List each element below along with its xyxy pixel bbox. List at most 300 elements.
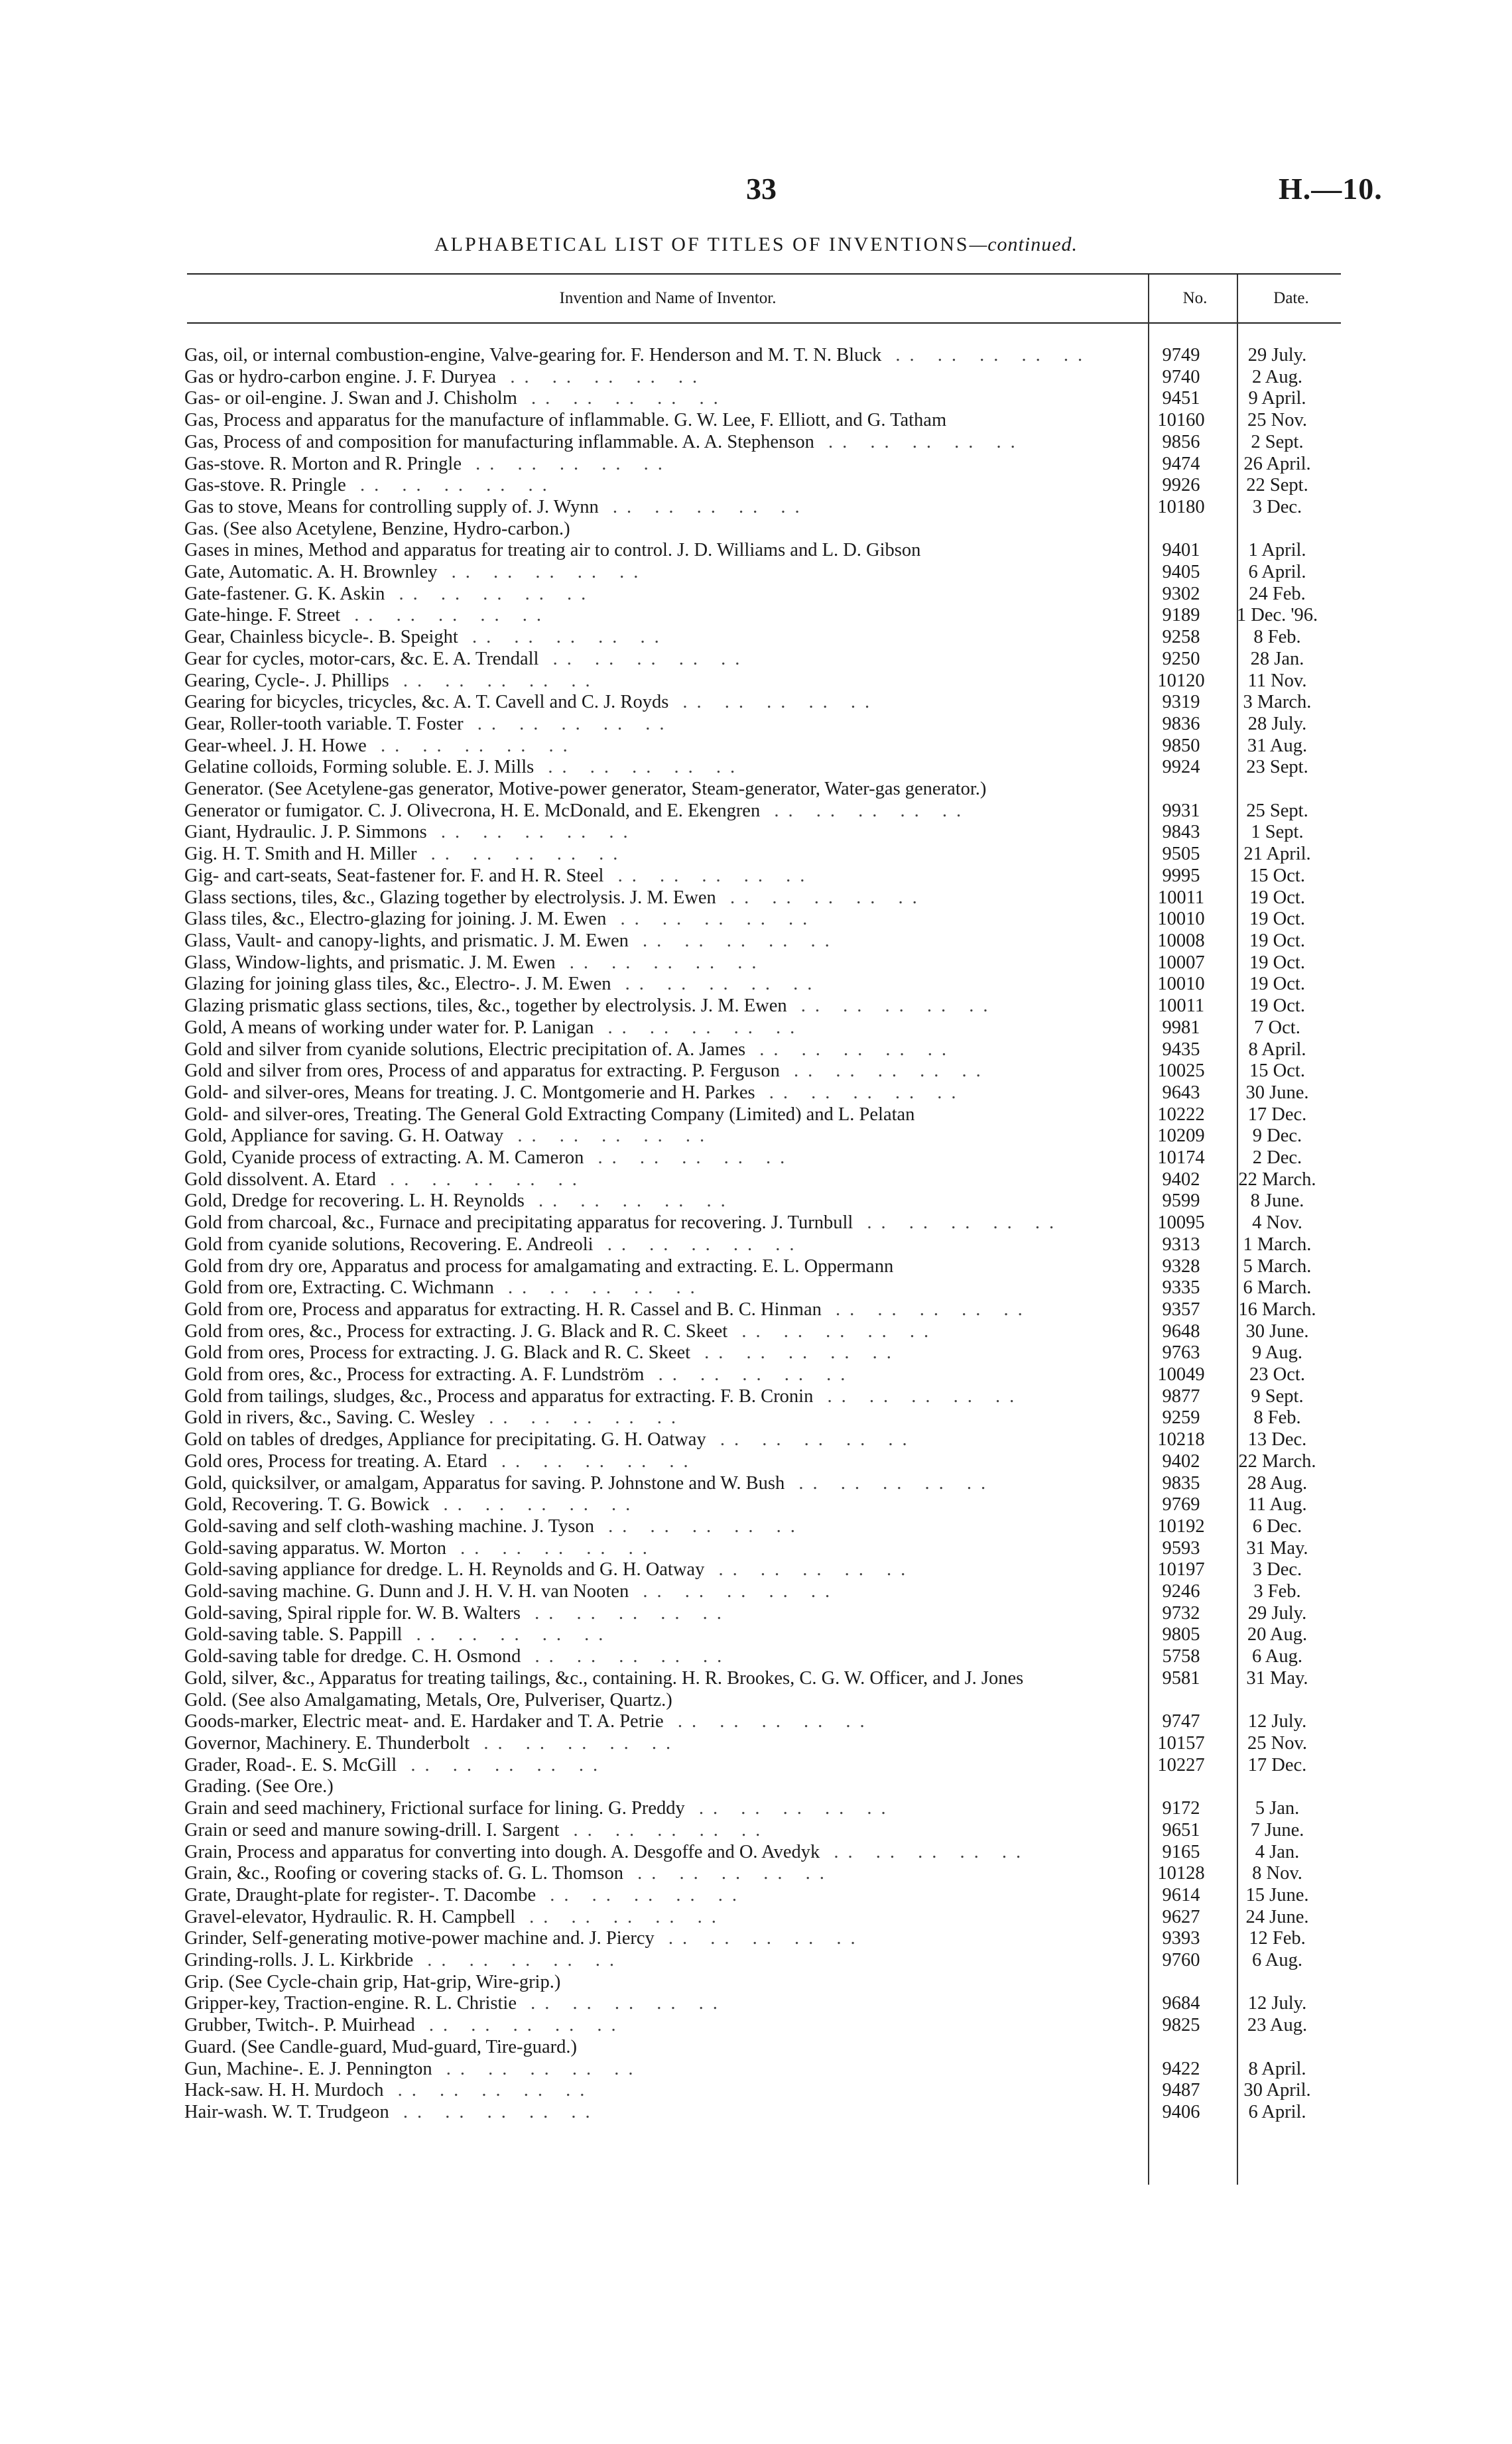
leader-dots: .. .. .. .. .. xyxy=(853,1212,1064,1234)
patent-date: 22 Sept. xyxy=(1246,475,1308,496)
invention-text: Gear-wheel. J. H. Howe xyxy=(184,735,367,756)
patent-date: 6 Dec. xyxy=(1252,1515,1302,1537)
leader-dots: .. .. .. .. .. xyxy=(503,1126,714,1147)
invention-text: Gold-saving appliance for dredge. L. H. Reynolds and G. H. Oatway xyxy=(184,1559,705,1580)
table-row xyxy=(184,410,1345,432)
patent-number: 9319 xyxy=(1162,692,1200,713)
table-row xyxy=(184,2080,1345,2102)
patent-date: 9 Dec. xyxy=(1252,1126,1302,1147)
patent-number: 9593 xyxy=(1162,1537,1200,1559)
patent-number: 10222 xyxy=(1157,1104,1205,1125)
invention-text: Gas, oil, or internal combustion-engine, Valve-gearing for. F. Henderson and M. T. N. Bluck xyxy=(184,345,882,365)
table-row xyxy=(184,1972,1345,1994)
patent-number xyxy=(1138,2037,1224,2059)
leader-dots: .. .. .. .. .. xyxy=(706,1429,916,1450)
patent-date: 19 Oct. xyxy=(1249,909,1305,930)
table-row xyxy=(184,1494,1345,1516)
invention-title xyxy=(184,2080,1138,2102)
table-row xyxy=(184,605,1345,627)
invention-text: Gear, Roller-tooth variable. T. Foster xyxy=(184,713,464,734)
patent-number: 9856 xyxy=(1162,431,1200,452)
invention-title xyxy=(184,1364,1138,1386)
invention-title xyxy=(184,1820,1138,1842)
patent-date: 2 Sept. xyxy=(1251,431,1304,452)
invention-title xyxy=(184,584,1138,606)
invention-text: Gold from ores, &c., Process for extracting. J. G. Black and R. C. Skeet xyxy=(184,1320,728,1342)
invention-text: Grinding-rolls. J. L. Kirkbride xyxy=(184,1950,414,1971)
patent-number: 9581 xyxy=(1162,1667,1200,1689)
leader-dots: .. .. .. .. .. xyxy=(760,800,971,821)
invention-title xyxy=(184,757,1138,779)
table-row xyxy=(184,1429,1345,1451)
table-row xyxy=(184,1321,1345,1343)
table-row xyxy=(184,1212,1345,1234)
patent-date: 6 Aug. xyxy=(1251,1950,1302,1971)
invention-title xyxy=(184,671,1138,692)
invention-title xyxy=(184,952,1138,974)
patent-number: 10197 xyxy=(1157,1559,1205,1580)
invention-text: Gear, Chainless bicycle-. B. Speight xyxy=(184,627,458,648)
invention-text: Gate-hinge. F. Street xyxy=(184,605,341,626)
patent-number: 10180 xyxy=(1157,496,1205,517)
invention-text: Grain, Process and apparatus for converting into dough. A. Desgoffe and O. Avedyk xyxy=(184,1841,820,1862)
patent-number: 9405 xyxy=(1162,562,1200,583)
patent-number: 9165 xyxy=(1162,1841,1200,1862)
invention-title xyxy=(184,1386,1138,1408)
leader-dots: .. .. .. .. .. xyxy=(375,1169,586,1190)
invention-text: Gold from ores, Process for extracting. J. G. Black and R. C. Skeet xyxy=(184,1342,691,1364)
invention-text: Gig- and cart-seats, Seat-fastener for. F. and H. R. Steel xyxy=(184,865,604,886)
table-row xyxy=(184,1624,1345,1646)
leader-dots: .. .. .. .. .. xyxy=(496,366,707,387)
patent-number: 9487 xyxy=(1162,2080,1200,2101)
invention-title xyxy=(184,649,1138,671)
patent-date: 26 April. xyxy=(1243,453,1311,474)
invention-text: Hack-saw. H. H. Murdoch xyxy=(184,2080,384,2101)
patent-date: 11 Aug. xyxy=(1247,1494,1307,1515)
invention-title xyxy=(184,1603,1138,1625)
patent-date: 6 April. xyxy=(1248,562,1306,583)
invention-text: Gold-saving, Spiral ripple for. W. B. Walters xyxy=(184,1602,521,1624)
patent-date: 4 Nov. xyxy=(1252,1212,1302,1234)
patent-number: 9749 xyxy=(1162,345,1200,365)
patent-number: 9246 xyxy=(1162,1581,1200,1602)
invention-title xyxy=(184,1256,1138,1278)
patent-date xyxy=(1224,779,1324,801)
patent-date: 24 June. xyxy=(1245,1906,1309,1927)
table-row xyxy=(184,562,1345,584)
leader-dots: .. .. .. .. .. xyxy=(821,1299,1032,1320)
leader-dots: .. .. .. .. .. xyxy=(716,887,926,908)
table-row xyxy=(184,388,1345,410)
invention-title xyxy=(184,1863,1138,1885)
patent-number: 9258 xyxy=(1162,627,1200,648)
patent-number: 9836 xyxy=(1162,713,1200,734)
leader-dots: .. .. .. .. .. xyxy=(787,996,997,1017)
invention-text: Gold and silver from cyanide solutions, Electric precipitation of. A. James xyxy=(184,1039,746,1060)
patent-number: 10010 xyxy=(1157,909,1205,930)
leader-dots: .. .. .. .. .. xyxy=(536,1884,747,1905)
patent-number: 9850 xyxy=(1162,735,1200,756)
patent-number: 9732 xyxy=(1162,1602,1200,1624)
patent-date: 4 Jan. xyxy=(1255,1841,1300,1862)
leader-dots: .. .. .. .. .. xyxy=(383,2080,594,2101)
table-row xyxy=(184,1061,1345,1082)
invention-text: Gold- and silver-ores, Treating. The General Gold Extracting Company (Limited) and L. Pelatan xyxy=(184,1104,915,1125)
patent-number: 10160 xyxy=(1157,410,1205,431)
patent-date: 1 Dec. '96. xyxy=(1236,605,1318,626)
invention-title xyxy=(184,1039,1138,1061)
invention-title xyxy=(184,1473,1138,1495)
invention-title xyxy=(184,996,1138,1017)
invention-list xyxy=(184,345,1345,2124)
patent-number xyxy=(1138,1972,1224,1994)
invention-title xyxy=(184,1082,1138,1104)
patent-date: 28 Aug. xyxy=(1247,1472,1308,1494)
patent-number: 9406 xyxy=(1162,2101,1200,2122)
table-row xyxy=(184,2037,1345,2059)
patent-date: 3 Dec. xyxy=(1252,496,1302,517)
patent-date: 13 Dec. xyxy=(1247,1429,1307,1450)
invention-title xyxy=(184,692,1138,714)
leader-dots: .. .. .. .. .. xyxy=(881,345,1092,365)
table-row xyxy=(184,367,1345,389)
invention-text: Governor, Machinery. E. Thunderbolt xyxy=(184,1733,470,1754)
table-row xyxy=(184,1256,1345,1278)
invention-title xyxy=(184,1342,1138,1364)
table-row xyxy=(184,1950,1345,1972)
patent-date: 17 Dec. xyxy=(1247,1754,1307,1775)
invention-text: Gearing for bicycles, tricycles, &c. A. T. Cavell and C. J. Royds xyxy=(184,692,669,713)
invention-text: Glazing for joining glass tiles, &c., Electro-. J. M. Ewen xyxy=(184,974,611,995)
leader-dots: .. .. .. .. .. xyxy=(416,844,627,865)
invention-text: Gas, Process of and composition for manufacturing inflammable. A. A. Stephenson xyxy=(184,431,814,452)
leader-dots: .. .. .. .. .. xyxy=(663,1711,874,1732)
invention-title xyxy=(184,1451,1138,1473)
patent-number: 9926 xyxy=(1162,475,1200,496)
leader-dots: .. .. .. .. .. xyxy=(429,1494,640,1515)
invention-text: Gun, Machine-. E. J. Pennington xyxy=(184,2058,432,2079)
patent-date: 23 Aug. xyxy=(1247,2015,1308,2036)
invention-text: Gold from ore, Extracting. C. Wichmann xyxy=(184,1277,494,1299)
leader-dots: .. .. .. .. .. xyxy=(366,735,577,756)
patent-number: 9769 xyxy=(1162,1494,1200,1515)
patent-date: 8 June. xyxy=(1250,1190,1304,1212)
leader-dots: .. .. .. .. .. xyxy=(414,2015,625,2036)
invention-text: Glass, Vault- and canopy-lights, and prismatic. J. M. Ewen xyxy=(184,930,629,951)
patent-number: 9422 xyxy=(1162,2058,1200,2079)
leader-dots: .. .. .. .. .. xyxy=(463,713,674,734)
table-row xyxy=(184,1082,1345,1104)
leader-dots: .. .. .. .. .. xyxy=(593,1234,804,1255)
table-row xyxy=(184,627,1345,649)
invention-title xyxy=(184,1277,1138,1299)
leader-dots: .. .. .. .. .. xyxy=(814,431,1025,452)
patent-number: 9335 xyxy=(1162,1277,1200,1299)
patent-date: 3 March. xyxy=(1243,692,1312,713)
leader-dots: .. .. .. .. .. xyxy=(426,822,637,843)
invention-title xyxy=(184,2102,1138,2124)
invention-text: Giant, Hydraulic. J. P. Simmons xyxy=(184,822,427,843)
invention-text: Gig. H. T. Smith and H. Miller xyxy=(184,844,417,865)
invention-text: Grading. (See Ore.) xyxy=(184,1776,334,1797)
table-row xyxy=(184,1342,1345,1364)
table-row xyxy=(184,1928,1345,1950)
table-row xyxy=(184,1234,1345,1256)
table-row xyxy=(184,1538,1345,1560)
patent-number: 9740 xyxy=(1162,366,1200,387)
table-row xyxy=(184,1364,1345,1386)
invention-title xyxy=(184,909,1138,931)
leader-dots: .. .. .. .. .. xyxy=(785,1472,995,1494)
leader-dots: .. .. .. .. .. xyxy=(534,757,745,778)
patent-date: 15 Oct. xyxy=(1249,1061,1305,1082)
table-row xyxy=(184,887,1345,909)
patent-date: 28 July. xyxy=(1247,713,1307,734)
invention-title xyxy=(184,1407,1138,1429)
patent-date: 1 April. xyxy=(1248,540,1306,561)
leader-dots: .. .. .. .. .. xyxy=(690,1342,901,1364)
invention-text: Gold dissolvent. A. Etard xyxy=(184,1169,376,1190)
invention-title xyxy=(184,1798,1138,1820)
invention-text: Gold, A means of working under water for. P. Lanigan xyxy=(184,1017,594,1038)
table-row xyxy=(184,1668,1345,1690)
invention-title xyxy=(184,1842,1138,1864)
invention-text: Gas to stove, Means for controlling supply of. J. Wynn xyxy=(184,496,599,517)
leader-dots: .. .. .. .. .. xyxy=(603,865,814,886)
table-row xyxy=(184,1755,1345,1777)
invention-title xyxy=(184,866,1138,887)
table-row xyxy=(184,1169,1345,1191)
patent-date: 8 April. xyxy=(1248,2058,1306,2079)
table-row xyxy=(184,822,1345,844)
invention-text: Gas, Process and apparatus for the manufacture of inflammable. G. W. Lee, F. Elliott, and G. Tatham xyxy=(184,410,947,431)
patent-date: 7 June. xyxy=(1250,1819,1304,1840)
patent-number: 9402 xyxy=(1162,1169,1200,1190)
invention-title xyxy=(184,1147,1138,1169)
patent-date: 15 June. xyxy=(1245,1884,1309,1905)
patent-date: 6 March. xyxy=(1243,1277,1312,1299)
invention-title xyxy=(184,388,1138,410)
patent-date: 25 Nov. xyxy=(1247,1733,1307,1754)
patent-date: 31 May. xyxy=(1246,1537,1308,1559)
invention-title xyxy=(184,2015,1138,2037)
invention-title xyxy=(184,1993,1138,2015)
leader-dots: .. .. .. .. .. xyxy=(538,648,749,669)
leader-dots: .. .. .. .. .. xyxy=(493,1277,704,1299)
patent-number: 9435 xyxy=(1162,1039,1200,1060)
leader-dots: .. .. .. .. .. xyxy=(598,496,809,517)
table-row xyxy=(184,692,1345,714)
patent-date: 25 Nov. xyxy=(1247,410,1307,431)
invention-title xyxy=(184,540,1138,562)
invention-title xyxy=(184,1928,1138,1950)
invention-title xyxy=(184,1646,1138,1668)
leader-dots: .. .. .. .. .. xyxy=(555,952,766,973)
patent-number: 10007 xyxy=(1157,952,1205,973)
patent-date: 28 Jan. xyxy=(1250,648,1304,669)
patent-number: 9357 xyxy=(1162,1299,1200,1320)
invention-text: Gold, Cyanide process of extracting. A. M. Cameron xyxy=(184,1147,584,1169)
patent-date: 9 April. xyxy=(1248,388,1306,409)
patent-date: 23 Oct. xyxy=(1249,1364,1305,1385)
patent-number: 10025 xyxy=(1157,1061,1205,1082)
leader-dots: .. .. .. .. .. xyxy=(515,1906,725,1927)
invention-title xyxy=(184,519,1138,541)
table-row xyxy=(184,1039,1345,1061)
patent-date: 31 Aug. xyxy=(1247,735,1308,756)
leader-dots: .. .. .. .. .. xyxy=(668,692,879,713)
leader-dots: .. .. .. .. .. xyxy=(629,1581,840,1602)
invention-text: Gas- or oil-engine. J. Swan and J. Chisholm xyxy=(184,388,517,409)
invention-text: Glass, Window-lights, and prismatic. J. M. Ewen xyxy=(184,952,556,973)
table-row xyxy=(184,909,1345,931)
patent-number: 9760 xyxy=(1162,1950,1200,1971)
leader-dots: .. .. .. .. .. xyxy=(606,909,817,930)
leader-dots: .. .. .. .. .. xyxy=(628,930,839,951)
invention-title xyxy=(184,627,1138,649)
invention-title xyxy=(184,887,1138,909)
invention-title xyxy=(184,454,1138,476)
patent-number: 9614 xyxy=(1162,1884,1200,1905)
patent-date: 29 July. xyxy=(1247,1602,1307,1624)
invention-text: Grader, Road-. E. S. McGill xyxy=(184,1754,397,1775)
patent-date: 19 Oct. xyxy=(1249,887,1305,908)
invention-text: Gold from cyanide solutions, Recovering. E. Andreoli xyxy=(184,1234,594,1255)
patent-date: 22 March. xyxy=(1238,1450,1316,1472)
leader-dots: .. .. .. .. .. xyxy=(727,1320,938,1342)
patent-number: 10049 xyxy=(1157,1364,1205,1385)
patent-date: 24 Feb. xyxy=(1249,583,1306,604)
invention-title xyxy=(184,1755,1138,1777)
table-header xyxy=(187,275,1341,321)
invention-title xyxy=(184,1972,1138,1994)
table-row xyxy=(184,974,1345,996)
invention-text: Gold ores, Process for treating. A. Etard xyxy=(184,1450,487,1472)
leader-dots: .. .. .. .. .. xyxy=(385,583,596,604)
invention-title xyxy=(184,1126,1138,1147)
patent-date: 5 Jan. xyxy=(1255,1798,1300,1819)
table-row xyxy=(184,736,1345,757)
list-title xyxy=(0,233,1512,256)
invention-title xyxy=(184,1299,1138,1321)
patent-number xyxy=(1138,519,1224,541)
invention-text: Gases in mines, Method and apparatus for treating air to control. J. D. Williams and L. D. Gibson xyxy=(184,540,921,561)
table-row xyxy=(184,345,1345,367)
invention-text: Grain, &c., Roofing or covering stacks of. G. L. Thomson xyxy=(184,1863,623,1884)
table-row xyxy=(184,1690,1345,1712)
patent-number: 10120 xyxy=(1157,670,1205,691)
patent-date: 22 March. xyxy=(1238,1169,1316,1190)
patent-number: 10011 xyxy=(1157,887,1205,908)
invention-text: Grain or seed and manure sowing-drill. I. Sargent xyxy=(184,1819,560,1840)
list-title-suffix: —continued. xyxy=(969,233,1078,255)
table-row xyxy=(184,1646,1345,1668)
leader-dots: .. .. .. .. .. xyxy=(813,1385,1024,1407)
patent-date: 2 Dec. xyxy=(1252,1147,1302,1169)
invention-title xyxy=(184,1061,1138,1082)
leader-dots: .. .. .. .. .. xyxy=(413,1950,623,1971)
patent-number: 9189 xyxy=(1162,605,1200,626)
invention-text: Gold from tailings, sludges, &c., Process and apparatus for extracting. F. B. Cronin xyxy=(184,1385,814,1407)
invention-title xyxy=(184,1690,1138,1712)
patent-date: 17 Dec. xyxy=(1247,1104,1307,1125)
invention-title xyxy=(184,714,1138,736)
leader-dots: .. .. .. .. .. xyxy=(517,1993,727,2014)
table-row xyxy=(184,1407,1345,1429)
leader-dots: .. .. .. .. .. xyxy=(432,2058,643,2079)
invention-title xyxy=(184,1624,1138,1646)
table-row xyxy=(184,1863,1345,1885)
page-number: 33 xyxy=(746,172,777,206)
patent-number: 9474 xyxy=(1162,453,1200,474)
table-row xyxy=(184,671,1345,692)
table-row xyxy=(184,475,1345,497)
patent-number: 9505 xyxy=(1162,844,1200,865)
leader-dots: .. .. .. .. .. xyxy=(820,1841,1031,1862)
patent-number xyxy=(1138,1776,1224,1798)
invention-text: Gear for cycles, motor-cars, &c. E. A. Trendall xyxy=(184,648,539,669)
invention-title xyxy=(184,410,1138,432)
list-title-main: ALPHABETICAL LIST OF TITLES OF INVENTIONS xyxy=(434,233,970,255)
table-row xyxy=(184,519,1345,541)
table-row xyxy=(184,844,1345,866)
leader-dots: .. .. .. .. .. xyxy=(458,627,668,648)
patent-date: 8 April. xyxy=(1248,1039,1306,1060)
patent-date: 29 July. xyxy=(1247,345,1307,365)
leader-dots: .. .. .. .. .. xyxy=(520,1602,731,1624)
table-row xyxy=(184,1147,1345,1169)
patent-date: 9 Sept. xyxy=(1251,1385,1304,1407)
patent-number: 9805 xyxy=(1162,1624,1200,1645)
table-row xyxy=(184,1993,1345,2015)
patent-number: 10095 xyxy=(1157,1212,1205,1234)
table-row xyxy=(184,1516,1345,1538)
invention-title xyxy=(184,1885,1138,1907)
leader-dots: .. .. .. .. .. xyxy=(654,1928,865,1949)
leader-dots: .. .. .. .. .. xyxy=(340,605,551,626)
invention-text: Gold, silver, &c., Apparatus for treating tailings, &c., containing. H. R. Brookes, C. G. W. Officer, and J. Jones xyxy=(184,1667,1024,1689)
leader-dots: .. .. .. .. .. xyxy=(475,1407,685,1429)
table-row xyxy=(184,1842,1345,1864)
table-row xyxy=(184,1885,1345,1907)
header-date: Date. xyxy=(1273,289,1309,307)
patent-number: 10227 xyxy=(1157,1754,1205,1775)
patent-number: 9924 xyxy=(1162,757,1200,778)
patent-number: 9172 xyxy=(1162,1798,1200,1819)
leader-dots: .. .. .. .. .. xyxy=(521,1646,731,1667)
invention-text: Gelatine colloids, Forming soluble. E. J. Mills xyxy=(184,757,535,778)
table-row xyxy=(184,1017,1345,1039)
patent-number: 9931 xyxy=(1162,800,1200,821)
leader-dots: .. .. .. .. .. xyxy=(623,1863,834,1884)
invention-text: Gold- and silver-ores, Means for treating. J. C. Montgomerie and H. Parkes xyxy=(184,1082,755,1103)
table-row xyxy=(184,757,1345,779)
patent-date: 31 May. xyxy=(1246,1667,1308,1689)
table-row xyxy=(184,1711,1345,1733)
leader-dots: .. .. .. .. .. xyxy=(584,1147,794,1169)
invention-title xyxy=(184,1581,1138,1603)
patent-number: 9843 xyxy=(1162,822,1200,843)
leader-dots: .. .. .. .. .. xyxy=(470,1733,680,1754)
table-row xyxy=(184,1581,1345,1603)
table-row xyxy=(184,2059,1345,2081)
invention-title xyxy=(184,605,1138,627)
patent-number: 10174 xyxy=(1157,1147,1205,1169)
patent-date: 6 April. xyxy=(1248,2101,1306,2122)
table-row xyxy=(184,952,1345,974)
patent-number: 9401 xyxy=(1162,540,1200,561)
